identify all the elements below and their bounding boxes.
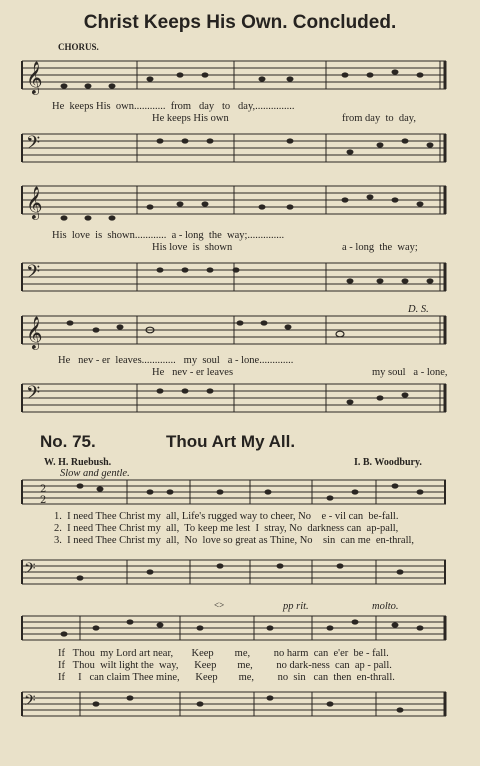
svg-text:𝄢: 𝄢	[24, 692, 36, 713]
refrain-verse-3: If I can claim Thee mine, Keep me, no sin can then en-thrall.	[58, 672, 395, 683]
chorus-lyric-line2b: from day to day,	[342, 113, 416, 124]
crescendo-marking: <>	[214, 600, 225, 610]
svg-text:𝄢: 𝄢	[26, 383, 41, 408]
chorus-lyric-line2: He keeps His own	[152, 113, 229, 124]
chorus-lyric-line4: His love is shown	[152, 242, 233, 253]
chorus-lyric-line5: He nev - er leaves............. my soul a - lone.............	[58, 355, 294, 366]
svg-text:𝄞: 𝄞	[26, 186, 43, 219]
page-title: Christ Keeps His Own. Concluded.	[83, 12, 397, 33]
bass-staff-1	[0, 128, 480, 170]
treble-staff-3	[0, 310, 480, 360]
chorus-lyric-line6b: my soul a - lone,	[372, 367, 448, 378]
hymn-author: W. H. Ruebush.	[44, 457, 112, 468]
tempo-marking: Slow and gentle.	[60, 468, 130, 479]
chorus-lyric-line1: He keeps His own............ from day to day,...............	[52, 101, 295, 112]
chorus-lyric-line3: His love is shown............ a - long the way;..............	[52, 230, 285, 241]
svg-text:2: 2	[40, 484, 47, 495]
svg-text:𝄞: 𝄞	[26, 61, 43, 94]
hymn75-bass-staff-1	[0, 556, 480, 594]
svg-text:𝄞: 𝄞	[26, 316, 43, 349]
pp-rit-marking: pp rit.	[283, 601, 309, 612]
hymn75-treble-staff-1	[0, 476, 480, 514]
verse-2: 2. I need Thee Christ my all, To keep me lest I stray, No darkness can ap-pall,	[54, 523, 399, 534]
treble-staff-1	[0, 55, 480, 105]
chorus-lyric-line4b: a - long the way;	[342, 242, 418, 253]
hymn75-bass-staff-2	[0, 688, 480, 726]
hymn-title: Thou Art My All.	[166, 432, 296, 451]
bass-staff-3	[0, 378, 480, 420]
verse-3: 3. I need Thee Christ my all, No love so great as Thine, No sin can me en-thrall,	[54, 535, 415, 546]
da-segno-mark: D. S.	[408, 304, 429, 315]
svg-text:𝄢: 𝄢	[24, 560, 36, 581]
refrain-verse-2: If Thou wilt light the way, Keep me, no dark-ness can ap - pall.	[58, 660, 392, 671]
svg-text:𝄢: 𝄢	[26, 262, 41, 287]
svg-text:2: 2	[40, 495, 47, 506]
hymn75-treble-staff-2	[0, 612, 480, 650]
bass-staff-2	[0, 257, 480, 299]
refrain-verse-1: If Thou my Lord art near, Keep me, no harm can e'er be - fall.	[58, 648, 389, 659]
hymn-composer: I. B. Woodbury.	[354, 457, 422, 468]
treble-staff-2	[0, 180, 480, 230]
chorus-label: CHORUS.	[58, 42, 99, 52]
molto-marking: molto.	[372, 601, 399, 612]
verse-1: 1. I need Thee Christ my all, Life's rugged way to cheer, No e - vil can be-fall.	[54, 511, 399, 522]
chorus-lyric-line6: He nev - er leaves	[152, 367, 234, 378]
hymn-number: No. 75.	[40, 432, 96, 451]
svg-text:𝄢: 𝄢	[26, 133, 41, 158]
